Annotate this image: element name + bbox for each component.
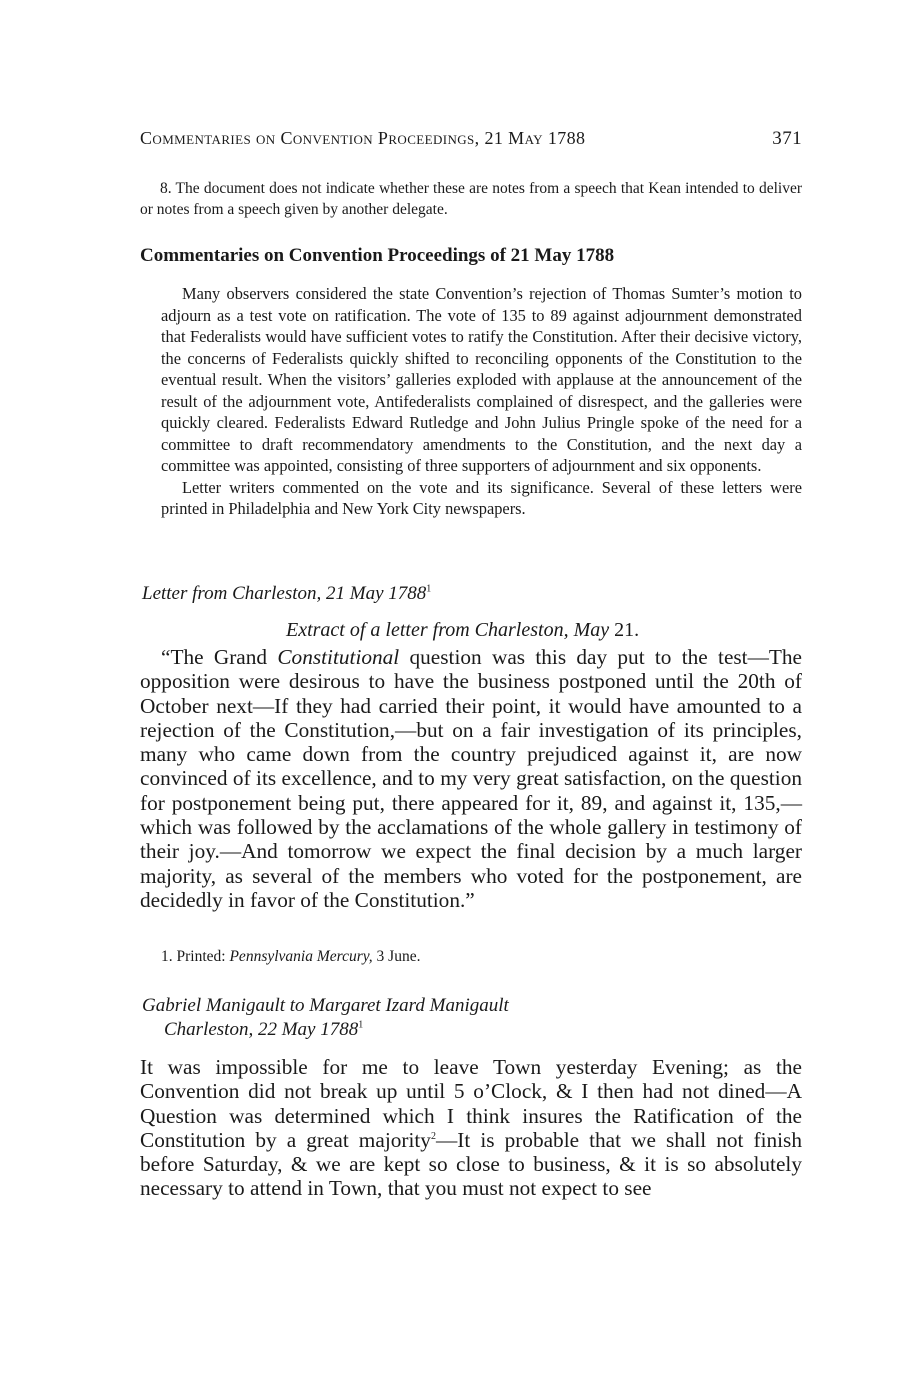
footnote-8 bbox=[140, 178, 802, 220]
note-reference: 1 bbox=[358, 1019, 364, 1031]
extract-heading bbox=[286, 619, 639, 642]
letter-text-charleston bbox=[140, 645, 802, 912]
note-reference: 1 bbox=[426, 583, 432, 595]
section-heading: Commentaries on Convention Proceedings of 21 May 1788 bbox=[140, 245, 615, 266]
letter-text-italic: Constitutional bbox=[277, 645, 400, 669]
footnote-8-text: 8. The document does not indicate whether these are notes from a speech that Kean intended to deliver or notes from a speech given by another delegate. bbox=[140, 180, 802, 218]
letter-text-part: —It is probable that we shall not finish before Saturday, & we are kept so close to business, & it is so absolutely necessary to attend in Town, that you must not expect to see bbox=[140, 1127, 802, 1201]
letter-paragraph bbox=[140, 1055, 802, 1201]
page-number: 371 bbox=[772, 128, 802, 149]
letter-paragraph bbox=[140, 645, 802, 912]
note-reference: 2 bbox=[430, 1130, 436, 1142]
footnote-source: Pennsylvania Mercury, bbox=[229, 948, 373, 965]
footnote-suffix: 3 June. bbox=[372, 948, 421, 965]
doc-heading-manigault-line2 bbox=[164, 1019, 363, 1041]
letter-text-part: “The Grand bbox=[161, 645, 278, 669]
running-head bbox=[140, 128, 802, 149]
doc-heading-text: Letter from Charleston, 21 May 1788 bbox=[142, 583, 427, 604]
running-head-title: Commentaries on Convention Proceedings, 21 May 1788 bbox=[140, 128, 586, 148]
intro-paragraph: Letter writers commented on the vote and its significance. Several of these letters were printed in Philadelphia and New York City newspapers. bbox=[161, 477, 802, 518]
doc-heading-charleston-letter bbox=[142, 583, 431, 605]
doc-heading-manigault-line1: Gabriel Manigault to Margaret Izard Manigault bbox=[142, 995, 509, 1016]
intro-paragraph: Many observers considered the state Convention’s rejection of Thomas Sumter’s motion to adjourn as a test vote on ratification. The vote of 135 to 89 against adjournment demonstrated that Federalists would have sufficient votes to ratify the Constitution. After their decisive victory, the concerns of Federalists quickly shifted to reconciling opponents of the Constitution to the eventual result. When the visitors’ galleries exploded with applause at the announcement of the result of the adjournment vote, Antifederalists complained of disrespect, and the galleries were quickly cleared. Federalists Edward Rutledge and John Julius Pringle spoke of the need for a committee to draft recommendatory amendments to the Constitution, and the next day a committee was appointed, consisting of three supporters of adjournment and six opponents. bbox=[161, 284, 802, 475]
letter-text-part: It was impossible for me to leave Town yesterday Evening; as the Convention did not break up until 5 o’Clock, & I then had not dined—A Question was determined which I think insures the Ratification of the Constitution by a great majority bbox=[140, 1055, 802, 1152]
extract-heading-day: 21. bbox=[614, 619, 640, 641]
footnote-prefix: 1. Printed: bbox=[161, 948, 230, 965]
letter-text-part: question was this day put to the test—The opposition were desirous to have the business postponed until the 20th of October next—If they had carried their point, it would have amounted to a rejection of the Constitution,—but on a fair investigation of its principles, many who came down from the country prejudiced against it, are now convinced of its excellence, and to my very great satisfaction, on the question for postponement being put, there appeared for it, 89, and against it, 135,—which was followed by the acclamations of the whole gallery in testimony of their joy.—And tomorrow we expect the final decision by a much larger majority, as several of the members who voted for the postponement, are decidedly in favor of the Constitution.” bbox=[140, 645, 803, 912]
extract-heading-italic: Extract of a letter from Charleston, May bbox=[286, 619, 610, 641]
footnote-1 bbox=[161, 948, 802, 966]
doc-heading-text: Charleston, 22 May 1788 bbox=[164, 1019, 359, 1040]
intro-text bbox=[161, 283, 802, 520]
letter-text-manigault bbox=[140, 1055, 802, 1201]
